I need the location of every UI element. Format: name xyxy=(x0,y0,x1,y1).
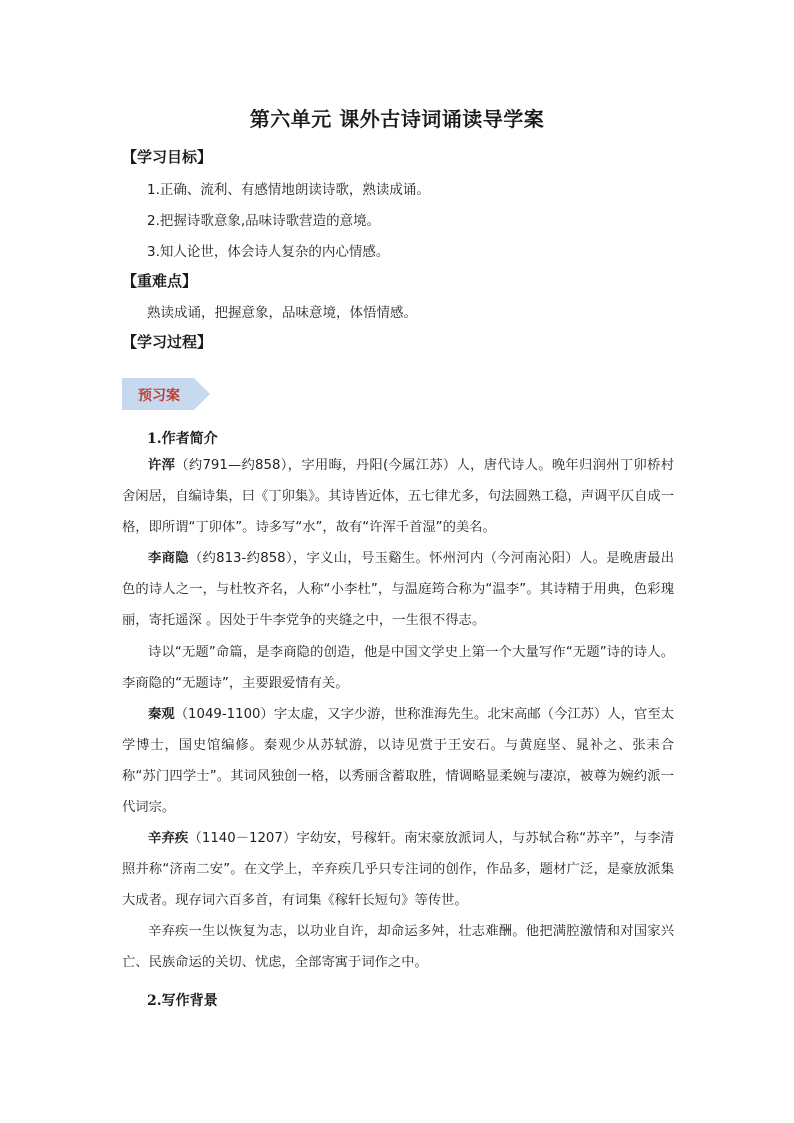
objective-item-1: 1.正确、流利、有感情地朗读诗歌，熟读成诵。 xyxy=(147,182,430,198)
author-bio: （1140－1207）字幼安，号稼轩。南宋豪放派词人，与苏轼合称“苏辛”，与李清照并称“济南二安”。在文学上，辛弃疾几乎只专注词的创作，作品多，题材广泛，是豪放派集大成者。现存词六百多首，有词集《稼轩长短句》等传世。 xyxy=(122,831,674,908)
page-title: 第六单元 课外古诗词诵读导学案 xyxy=(249,107,545,131)
author-name: 李商隐 xyxy=(148,551,189,566)
process-heading: 【学习过程】 xyxy=(122,333,213,351)
key-points-heading: 【重难点】 xyxy=(122,272,198,290)
key-points-text: 熟读成诵，把握意象，品味意境，体悟情感。 xyxy=(147,305,417,321)
author-paragraph-li-shangyin xyxy=(122,543,674,636)
author-paragraph-xu-hun xyxy=(122,450,674,543)
author-bio: （1049-1100）字太虚，又字少游，世称淮海先生。北宋高邮（今江苏）人，官至太学博士，国史馆编修。秦观少从苏轼游，以诗见赏于王安石。与黄庭坚、晁补之、张耒合称“苏门四学士”。其词风独创一格，以秀丽含蓄取胜，情调略显柔婉与凄凉，被尊为婉约派一代词宗。 xyxy=(122,707,675,815)
author-bio: （约791—约858），字用晦，丹阳(今属江苏）人，唐代诗人。晚年归润州丁卯桥村舍闲居，自编诗集，曰《丁卯集》。其诗皆近体，五七律尤多，句法圆熟工稳，声调平仄自成一格，即所谓“丁卯体”。诗多写“水”，故有“许浑千首湿”的美名。 xyxy=(122,458,675,535)
author-paragraph-xin-qiji xyxy=(122,823,674,916)
author-note: 诗以“无题”命篇，是李商隐的创造，他是中国文学史上第一个大量写作“无题”诗的诗人。李商隐的“无题诗”，主要跟爱情有关。 xyxy=(122,645,674,691)
preview-tag xyxy=(122,378,210,410)
author-name: 秦观 xyxy=(148,707,175,722)
author-section-heading: 1.作者简介 xyxy=(147,431,218,447)
author-name: 许浑 xyxy=(148,458,176,473)
author-paragraph-xin-qiji-ambition xyxy=(122,916,674,978)
author-bio: （约813-约858），字义山，号玉谿生。怀州河内（今河南沁阳）人。是晚唐最出色的诗人之一，与杜牧齐名，人称“小李杜”，与温庭筠合称为“温李”。其诗精于用典，色彩瑰丽，寄托遥深 。因处于牛李党争的夹缝之中，一生很不得志。 xyxy=(122,551,674,628)
background-section-heading: 2.写作背景 xyxy=(147,993,218,1009)
preview-tag-label: 预习案 xyxy=(138,388,180,404)
author-note: 辛弃疾一生以恢复为志，以功业自许，却命运多舛，壮志难酬。他把满腔激情和对国家兴亡、民族命运的关切、忧虑，全部寄寓于词作之中。 xyxy=(122,924,674,970)
author-paragraph-qin-guan xyxy=(122,699,674,823)
objective-item-2: 2.把握诗歌意象,品味诗歌营造的意境。 xyxy=(147,213,381,229)
objectives-heading: 【学习目标】 xyxy=(122,148,213,166)
author-paragraph-wuti xyxy=(122,637,674,699)
author-name: 辛弃疾 xyxy=(148,831,189,846)
objective-item-3: 3.知人论世，体会诗人复杂的内心情感。 xyxy=(147,244,390,260)
